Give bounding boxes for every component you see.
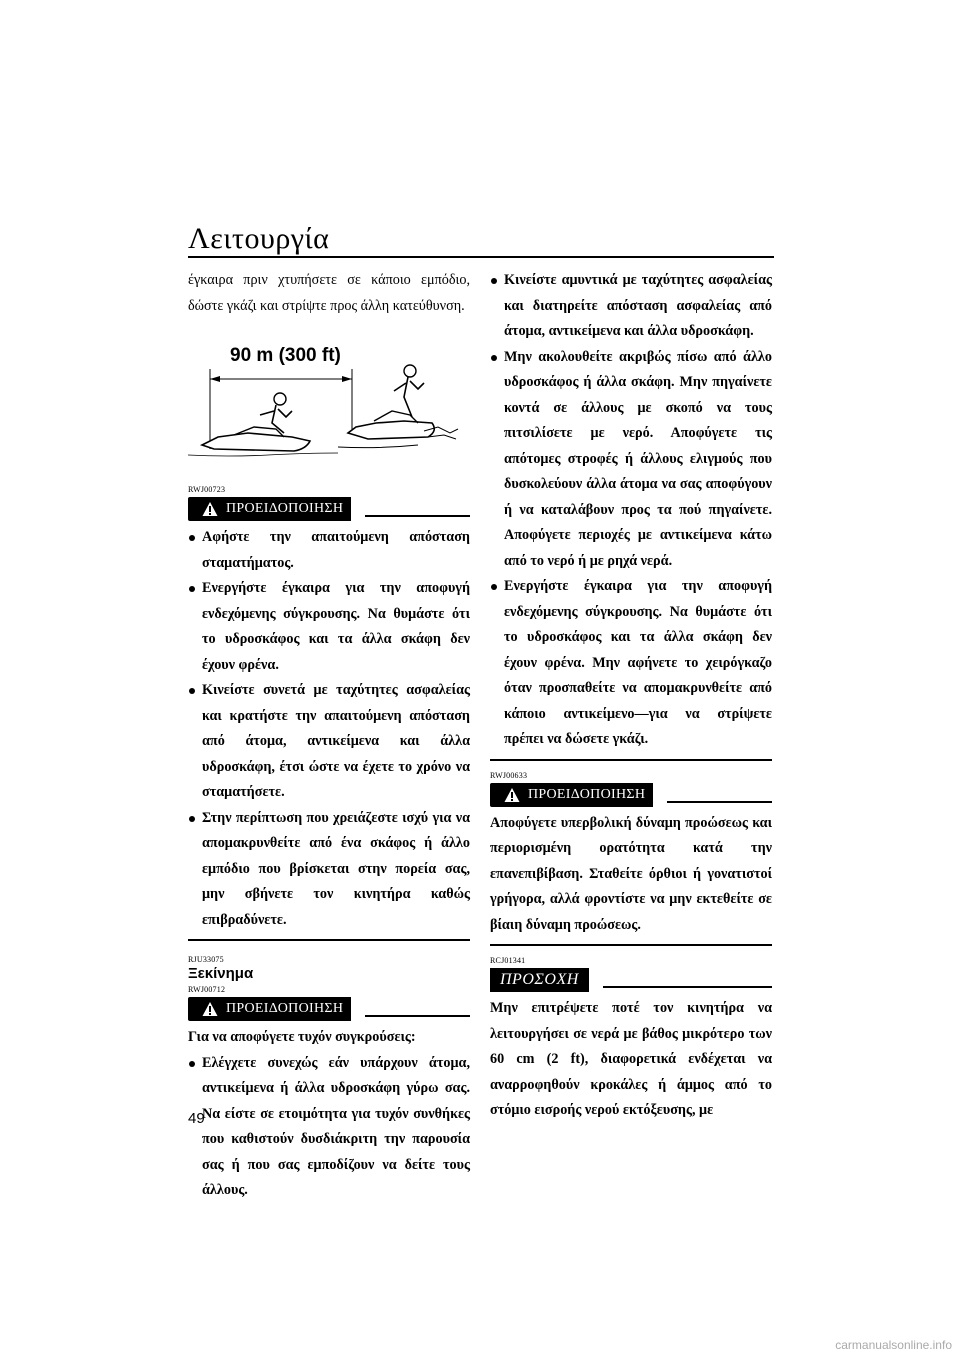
warning-badge xyxy=(188,997,351,1021)
distance-label: 90 m (300 ft) xyxy=(230,345,341,366)
left-column xyxy=(188,268,470,1204)
warning-header xyxy=(188,997,470,1021)
warning-badge xyxy=(188,497,351,521)
warning-rule xyxy=(365,1015,470,1017)
warning-rule xyxy=(365,515,470,517)
warning-code: RWJ00712 xyxy=(188,985,226,994)
warning-list xyxy=(188,1051,470,1204)
watermark-url: carmanualsonline.info xyxy=(835,1338,952,1352)
list-item: Αφήστε την απαιτούμενη απόσταση σταματήματος. xyxy=(188,525,470,576)
warning-badge-label: ΠΡΟΕΙΔΟΠΟΙΗΣΗ xyxy=(528,786,646,802)
page-number: 49 xyxy=(188,1110,205,1127)
warning-triangle-icon xyxy=(202,501,218,517)
header-rule xyxy=(188,256,774,258)
caution-header xyxy=(490,968,772,992)
intro-paragraph: έγκαιρα πριν χτυπήσετε σε κάποιο εμπόδιο, δώστε γκάζι και στρίψτε προς άλλη κατεύθυνση. xyxy=(188,272,470,314)
page-title: Λειτουργία xyxy=(188,222,330,255)
section-code: RJU33075 xyxy=(188,955,224,964)
list-item: Ελέγχετε συνεχώς εάν υπάρχουν άτομα, αντικείμενα ή άλλα υδροσκάφη γύρω σας. Να είστε σε ετοιμότητα για τυχόν συνθήκες που καθιστούν δυσδιάκριτη την παρουσία σας ή που σας εμποδίζουν να δείτε τους άλλους. xyxy=(188,1051,470,1204)
distance-illustration xyxy=(188,341,470,471)
warning-header xyxy=(490,783,772,807)
warning-code: RWJ00633 xyxy=(490,770,528,780)
list-item: Ενεργήστε έγκαιρα για την αποφυγή ενδεχόμενης σύγκρουσης. Να θυμάστε ότι το υδροσκάφος και τα άλλα σκάφη δεν έχουν φρένα. Μην αφήνετε το χειρόγκαζο όταν προσπαθείτε να απομακρυνθείτε από κάποιο αντικείμενο—για να στρίψετε πρέπει να δώσετε γκάζι. xyxy=(490,574,772,753)
list-item: Ενεργήστε έγκαιρα για την αποφυγή ενδεχόμενης σύγκρουσης. Να θυμάστε ότι το υδροσκάφος και τα άλλα σκάφη δεν έχουν φρένα. xyxy=(188,576,470,678)
warning-header xyxy=(188,497,470,521)
warning-lead: Για να αποφύγετε τυχόν συγκρούσεις: xyxy=(188,1029,416,1045)
caution-text: Μην επιτρέψετε ποτέ τον κινητήρα να λειτουργήσει σε νερά με βάθος μικρότερο των 60 cm (2 ft), διαφορετικά ενδέχεται να αναρροφηθούν κροκάλες ή άμμος από το στόμιο εισροής νερού εκτόξευσης, με xyxy=(490,1000,772,1118)
list-item: Κινείστε συνετά με ταχύτητες ασφαλείας και κρατήστε την απαιτούμενη απόσταση από άτομα, αντικείμενα και άλλα υδροσκάφη, έτσι ώστε να έχετε το χρόνο να σταματήσετε. xyxy=(188,678,470,806)
warning-badge-label: ΠΡΟΕΙΔΟΠΟΙΗΣΗ xyxy=(226,1001,344,1017)
list-item: Κινείστε αμυντικά με ταχύτητες ασφαλείας και διατηρείτε απόσταση ασφαλείας από άτομα, αντικείμενα και άλλα υδροσκάφη. xyxy=(490,268,772,345)
caution-code: RCJ01341 xyxy=(490,956,526,965)
caution-badge: ΠΡΟΣΟΧΗ xyxy=(490,968,589,992)
warning-badge xyxy=(490,783,653,807)
warning-text: Αποφύγετε υπερβολική δύναμη προώσεως και περιορισμένη ορατότητα κατά την επανεπιβίβαση. Σταθείτε όρθιοι ή γονατιστοί γρήγορα, αλλά φροντίστε να μην εκτεθείτε σε βίαιη δύναμη προώσεως. xyxy=(490,814,772,933)
warning-rule xyxy=(667,801,772,803)
warning-list xyxy=(188,525,470,933)
warning-code: RWJ00723 xyxy=(188,485,226,494)
caution-rule xyxy=(603,986,772,988)
warning-badge-label: ΠΡΟΕΙΔΟΠΟΙΗΣΗ xyxy=(226,501,344,517)
right-column xyxy=(490,268,772,1124)
warning-list-continued xyxy=(490,268,772,753)
warning-triangle-icon xyxy=(504,787,520,803)
warning-triangle-icon xyxy=(202,1001,218,1017)
list-item: Μην ακολουθείτε ακριβώς πίσω από άλλο υδροσκάφος ή άλλα σκάφη. Μην πηγαίνετε κοντά σε άλλους με σκοπό να τους πιτσιλίσετε με νερό. Αποφύγετε τις απότομες στροφές ή άλλους ελιγμούς που δυσκολεύουν άλλα άτομα να σας αποφύγουν ή να καταλάβουν προς τα πού πηγαίνετε. Αποφύγετε περιοχές με αντικείμενα κάτω από το νερό ή με ρηχά νερά. xyxy=(490,345,772,575)
section-title: Ξεκίνημα xyxy=(188,965,254,982)
list-item: Στην περίπτωση που χρειάζεστε ισχύ για να απομακρυνθείτε από ένα σκάφος ή άλλο εμπόδιο που βρίσκεται στην πορεία σας, μην σβήνετε τον κινητήρα καθώς επιβραδύνετε. xyxy=(188,806,470,934)
